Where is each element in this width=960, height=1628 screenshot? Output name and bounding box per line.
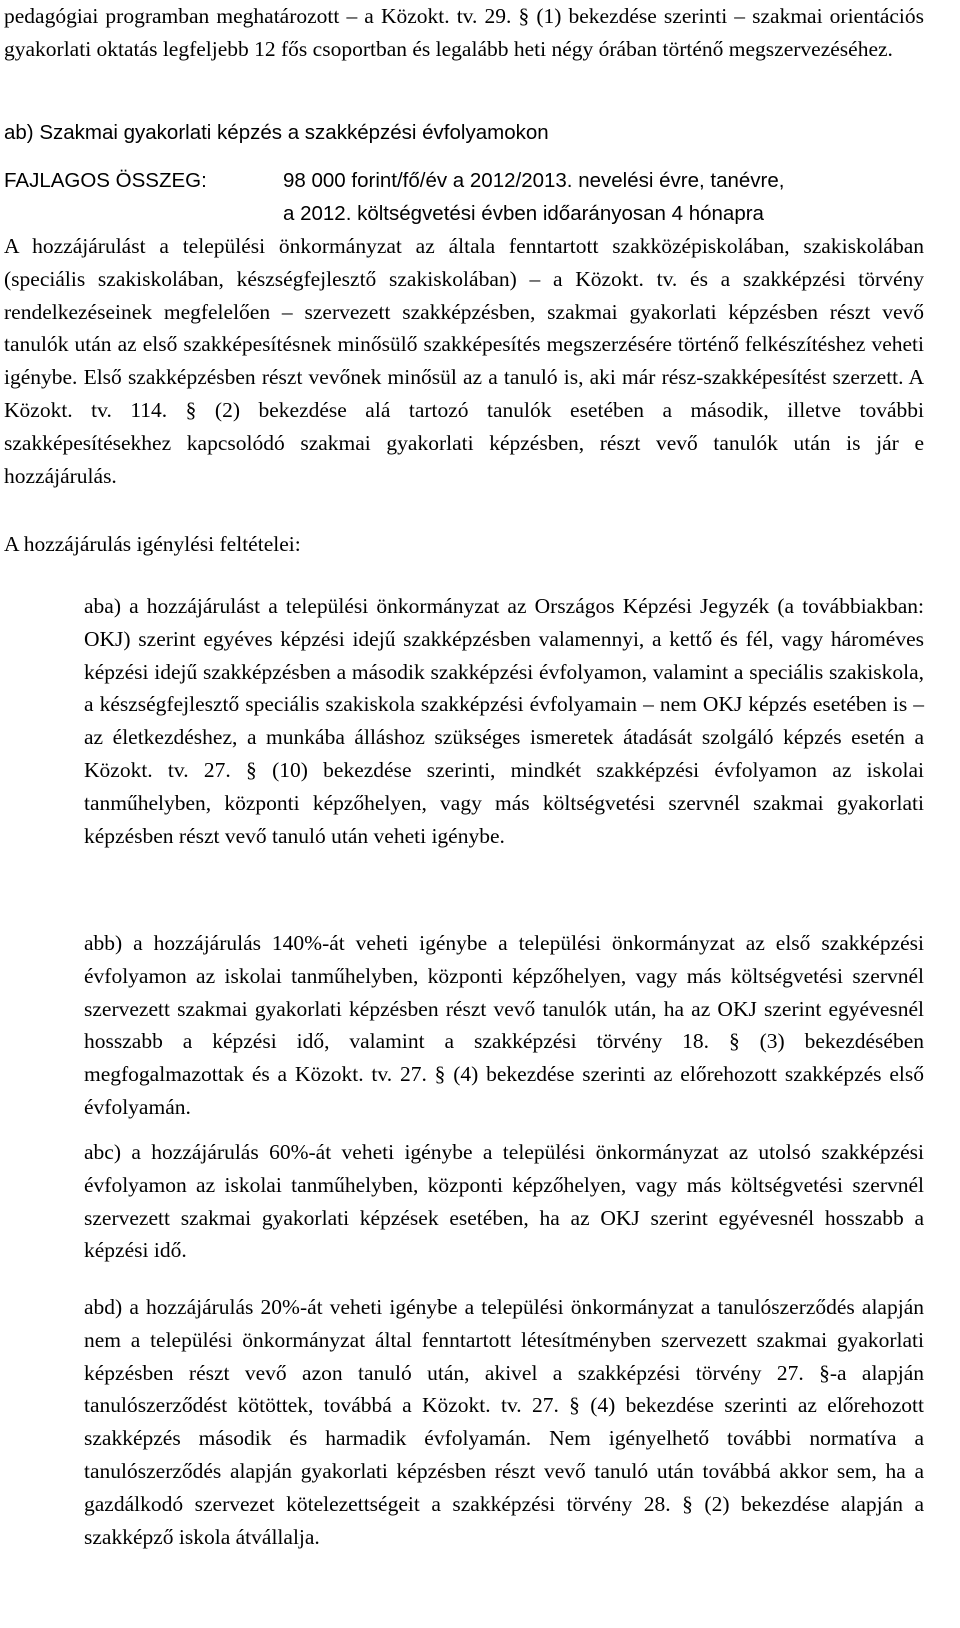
conditions-heading: A hozzájárulás igénylési feltételei: <box>4 532 301 556</box>
condition-abb: abb) a hozzájárulás 140%-át veheti igénybe a települési önkormányzat az első szakképzési évfolyamon az iskolai tanműhelyben, központi képzőhelyen, vagy más költségvetési szervnél szervezett szakmai gyakorlati képzésben részt vevő tanulók után, ha az OKJ szerint egyévesnél hosszabb a képzési idő, valamint a szakképzési törvény 18. § (3) bekezdésében megfogalmazottak és a Közokt. tv. 27. § (4) bekezdése szerinti az előrehozott szakképzés első évfolyamán. <box>84 931 924 1119</box>
fajlagos-osszeg-line-1: 98 000 forint/fő/év a 2012/2013. nevelési évre, tanévre, <box>283 169 785 192</box>
condition-aba: aba) a hozzájárulást a települési önkormányzat az Országos Képzési Jegyzék (a továbbiakban: OKJ) szerint egyéves képzési idejű szakképzésben valamennyi, a kettő és fél, vagy hároméves képzési idejű szakképzésben a második szakképzési évfolyamon, valamint a speciális szakiskola, a készségfejlesztő speciális szakiskola szakképzési évfolyamain – nem OKJ képzés esetében is – az életkezdéshez, a munkába álláshoz szükséges ismeretek átadását szolgáló képzés esetén a Közokt. tv. 27. § (10) bekezdése szerinti, mindkét szakképzési évfolyamon az iskolai tanműhelyben, központi képzőhelyen, vagy más költségvetési szervnél szakmai gyakorlati képzésben részt vevő tanuló után veheti igénybe. <box>84 594 924 848</box>
condition-abc: abc) a hozzájárulás 60%-át veheti igénybe a települési önkormányzat az utolsó szakképzési évfolyamon az iskolai tanműhelyben, központi képzőhelyen, vagy más költségvetési szervnél szervezett szakmai gyakorlati képzések esetében, ha az OKJ szerint egyévesnél hosszabb a képzési idő. <box>84 1140 924 1263</box>
hozzajarulas-description: A hozzájárulást a települési önkormányzat az általa fenntartott szakközépiskolában, szakiskolában (speciális szakiskolában, készségfejlesztő szakiskolában) – a Közokt. tv. és a szakképzési törvény rendelkezéseinek megfelelően – szervezett szakképzésben, szakmai gyakorlati képzésben részt vevő tanulók után az első szakképesítésnek minősülő szakképesítés megszerzésére történő felkészítéshez veheti igénybe. Első szakképzésben részt vevőnek minősül az a tanuló is, aki már rész-szakképesítést szerzett. A Közokt. tv. 114. § (2) bekezdése alá tartozó tanulók esetében a második, illetve további szakképesítésekhez kapcsolódó szakmai gyakorlati képzésben, részt vevő tanulók után is jár e hozzájárulás. <box>4 234 924 488</box>
fajlagos-osszeg-value <box>283 165 923 231</box>
intro-paragraph: pedagógiai programban meghatározott – a Közokt. tv. 29. § (1) bekezdése szerinti – szakmai orientációs gyakorlati oktatás legfeljebb 12 fős csoportban és legalább heti négy órában történő megszervezéséhez. <box>4 4 924 61</box>
fajlagos-osszeg-label: FAJLAGOS ÖSSZEG: <box>4 169 207 192</box>
fajlagos-osszeg-line-2: a 2012. költségvetési évben időarányosan 4 hónapra <box>283 201 764 225</box>
condition-abd: abd) a hozzájárulás 20%-át veheti igénybe a települési önkormányzat a tanulószerződés alapján nem a települési önkormányzat által fenntartott létesítményben szervezett szakmai gyakorlati képzésben részt vevő azon tanuló után, akivel a szakképzési törvény 27. §-a alapján tanulószerződést kötöttek, továbbá a Közokt. tv. 27. § (4) bekezdése szerinti az előrehozott szakképzés második és harmadik évfolyamán. Nem igényelhető további normatíva a tanulószerződés alapján gyakorlati képzésben részt vevő tanuló után továbbá akkor sem, ha a gazdálkodó szervezet kötelezettségeit a szakképzési törvény 28. § (2) bekezdése alapján a szakképző iskola átvállalja. <box>84 1295 924 1549</box>
section-ab-heading: ab) Szakmai gyakorlati képzés a szakképzési évfolyamokon <box>4 121 549 144</box>
